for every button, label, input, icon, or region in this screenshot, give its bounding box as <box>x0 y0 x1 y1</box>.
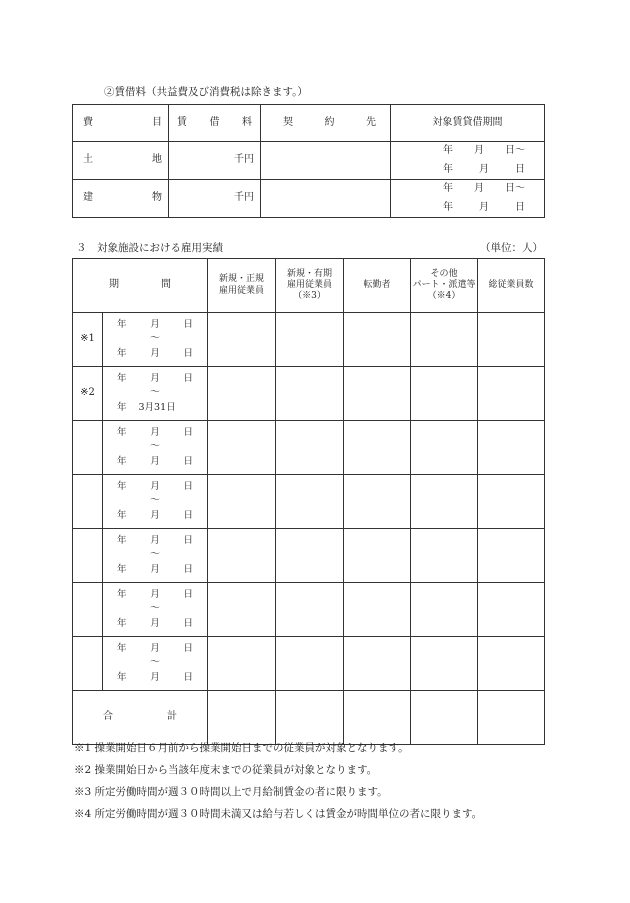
end-date-part: 年 <box>117 617 127 629</box>
header-other-line2: パート・派遣等 <box>412 279 476 290</box>
value-cell <box>411 313 478 367</box>
value-cell <box>208 313 276 367</box>
end-date-part: 年 <box>117 455 127 467</box>
month-label: 月 <box>479 201 489 213</box>
rent-header-contract-b: 約 <box>324 116 335 128</box>
note-4: ※4 所定労働時間が週３０時間未満又は給与若しくは賃金が時間単位の者に限ります。 <box>74 808 483 820</box>
period-tilde: 〜 <box>150 441 160 453</box>
rent-header-item-a: 費 <box>83 116 93 128</box>
end-date-part: 年 <box>117 347 127 359</box>
header-other-line3: （※4） <box>427 291 461 302</box>
end-date-part: 月 <box>150 455 160 467</box>
end-date-part: 月 <box>150 671 160 683</box>
end-date-part: 年 <box>117 401 127 413</box>
value-cell <box>478 367 545 421</box>
value-cell <box>411 529 478 583</box>
unit-note: （単位：人） <box>480 242 543 254</box>
value-cell <box>208 529 276 583</box>
period-tilde: 〜 <box>150 657 160 669</box>
month-label: 月 <box>479 163 489 175</box>
end-date-part: 年 <box>117 671 127 683</box>
employment-header-row <box>73 259 545 313</box>
end-date-part: 日 <box>183 455 193 467</box>
header-new-regular-line1: 新規・正規 <box>218 274 264 285</box>
value-cell <box>344 367 411 421</box>
year-label: 年 <box>443 145 453 156</box>
day-label: 日〜 <box>505 145 525 156</box>
value-cell <box>276 637 344 691</box>
value-cell <box>478 583 545 637</box>
start-day: 日 <box>183 589 193 601</box>
row-period <box>103 475 208 529</box>
period-tilde: 〜 <box>150 333 160 345</box>
total-cell <box>208 691 276 745</box>
rent-land-unit: 千円 <box>169 142 261 180</box>
value-cell <box>478 637 545 691</box>
row-mark: ※2 <box>73 367 103 421</box>
employment-row <box>73 367 545 421</box>
value-cell <box>276 313 344 367</box>
rent-land-contract <box>261 142 391 180</box>
end-date-part: 日 <box>183 617 193 629</box>
rent-building-period <box>391 180 545 218</box>
start-year: 年 <box>117 589 127 601</box>
employment-table <box>72 258 545 745</box>
start-year: 年 <box>117 373 127 385</box>
value-cell <box>276 367 344 421</box>
header-new-regular-line2: 雇用従業員 <box>218 285 264 296</box>
row-mark <box>73 583 103 637</box>
start-month: 月 <box>150 589 160 601</box>
row-period <box>103 421 208 475</box>
end-date-part: 年 <box>117 563 127 575</box>
value-cell <box>208 475 276 529</box>
header-total: 総従業員数 <box>478 259 545 313</box>
rent-building-item-a: 建 <box>83 192 93 204</box>
start-year: 年 <box>117 481 127 493</box>
value-cell <box>411 637 478 691</box>
start-day: 日 <box>183 373 193 385</box>
value-cell <box>276 529 344 583</box>
period-tilde: 〜 <box>150 495 160 507</box>
employment-total-row <box>73 691 545 745</box>
employment-row <box>73 637 545 691</box>
start-day: 日 <box>183 427 193 439</box>
header-transfer: 転勤者 <box>344 259 411 313</box>
rent-land-item-a: 土 <box>83 154 93 166</box>
period-tilde: 〜 <box>150 387 160 399</box>
month-label: 月 <box>474 145 484 156</box>
end-date-part: 日 <box>183 671 193 683</box>
value-cell <box>411 475 478 529</box>
value-cell <box>344 313 411 367</box>
employment-heading: ３ 対象施設における雇用実績 <box>76 242 223 254</box>
total-cell <box>411 691 478 745</box>
value-cell <box>411 583 478 637</box>
day-label: 日 <box>515 201 525 213</box>
value-cell <box>276 421 344 475</box>
rent-building-contract <box>261 180 391 218</box>
row-mark <box>73 421 103 475</box>
year-label: 年 <box>443 183 453 194</box>
end-date-part: 月 <box>150 617 160 629</box>
value-cell <box>478 421 545 475</box>
rent-header-contract-a: 契 <box>283 116 293 128</box>
rent-row-land <box>73 142 545 180</box>
rent-row-building <box>73 180 545 218</box>
start-month: 月 <box>150 643 160 655</box>
end-date-part: 3月31日 <box>138 401 176 413</box>
header-other <box>411 259 478 313</box>
rent-heading: ②賃借料（共益費及び消費税は除きます。） <box>104 86 308 98</box>
start-day: 日 <box>183 535 193 547</box>
end-date-part: 日 <box>183 347 193 359</box>
end-date-part: 日 <box>183 509 193 521</box>
start-year: 年 <box>117 427 127 439</box>
end-date-part: 日 <box>183 563 193 575</box>
header-other-line1: その他 <box>430 268 458 279</box>
total-cell <box>478 691 545 745</box>
day-label: 日〜 <box>505 183 525 194</box>
end-date-part: 月 <box>150 563 160 575</box>
rent-header-contract-c: 先 <box>366 116 376 128</box>
start-year: 年 <box>117 319 127 331</box>
start-month: 月 <box>150 481 160 493</box>
employment-row <box>73 421 545 475</box>
rent-header-rent-b: 借 <box>209 116 220 128</box>
rent-building-item-b: 物 <box>152 192 162 204</box>
employment-row <box>73 475 545 529</box>
value-cell <box>411 367 478 421</box>
value-cell <box>344 475 411 529</box>
employment-row <box>73 529 545 583</box>
month-label: 月 <box>474 183 484 194</box>
rent-header-row <box>73 105 545 142</box>
rent-table <box>72 104 545 218</box>
header-period-a: 期 <box>109 279 119 291</box>
note-3: ※3 所定労働時間が週３０時間以上で月給制賃金の者に限ります。 <box>74 786 388 798</box>
start-day: 日 <box>183 319 193 331</box>
value-cell <box>208 637 276 691</box>
row-period <box>103 367 208 421</box>
end-date-part: 月 <box>150 509 160 521</box>
period-tilde: 〜 <box>150 603 160 615</box>
start-year: 年 <box>117 535 127 547</box>
value-cell <box>276 583 344 637</box>
note-1: ※1 操業開始日６月前から操業開始日までの従業員が対象となります。 <box>74 742 409 754</box>
start-day: 日 <box>183 643 193 655</box>
employment-row <box>73 583 545 637</box>
row-mark <box>73 529 103 583</box>
value-cell <box>478 529 545 583</box>
row-mark <box>73 637 103 691</box>
start-month: 月 <box>150 319 160 331</box>
total-cell <box>344 691 411 745</box>
row-period <box>103 637 208 691</box>
header-new-fixed-line2: 雇用従業員 <box>286 279 332 290</box>
value-cell <box>478 313 545 367</box>
total-label-a: 合 <box>103 711 113 723</box>
day-label: 日 <box>515 163 525 175</box>
note-2: ※2 操業開始日から当該年度末までの従業員が対象となります。 <box>74 764 378 776</box>
header-new-fixed-line1: 新規・有期 <box>286 268 332 279</box>
row-period <box>103 313 208 367</box>
value-cell <box>411 421 478 475</box>
value-cell <box>344 421 411 475</box>
year-label: 年 <box>443 163 453 175</box>
value-cell <box>344 529 411 583</box>
header-period-b: 間 <box>161 279 171 291</box>
value-cell <box>478 475 545 529</box>
row-mark <box>73 475 103 529</box>
start-year: 年 <box>117 643 127 655</box>
end-date-part: 月 <box>150 347 160 359</box>
value-cell <box>208 421 276 475</box>
row-mark: ※1 <box>73 313 103 367</box>
rent-land-period <box>391 142 545 180</box>
header-new-fixed <box>276 259 344 313</box>
value-cell <box>344 583 411 637</box>
value-cell <box>208 367 276 421</box>
rent-land-item-b: 地 <box>152 154 162 166</box>
value-cell <box>276 475 344 529</box>
start-month: 月 <box>150 427 160 439</box>
employment-row <box>73 313 545 367</box>
total-label-b: 計 <box>167 711 177 723</box>
start-day: 日 <box>183 481 193 493</box>
year-label: 年 <box>443 201 453 213</box>
rent-header-period: 対象賃貸借期間 <box>391 105 545 142</box>
rent-header-rent-a: 賃 <box>177 116 187 128</box>
row-period <box>103 529 208 583</box>
row-period <box>103 583 208 637</box>
end-date-part: 年 <box>117 509 127 521</box>
start-month: 月 <box>150 535 160 547</box>
value-cell <box>208 583 276 637</box>
rent-header-rent-c: 料 <box>242 116 252 128</box>
total-cell <box>276 691 344 745</box>
rent-header-item-b: 目 <box>152 116 162 128</box>
period-tilde: 〜 <box>150 549 160 561</box>
header-new-regular <box>208 259 276 313</box>
rent-building-unit: 千円 <box>169 180 261 218</box>
header-new-fixed-line3: （※3） <box>293 291 326 302</box>
start-month: 月 <box>150 373 160 385</box>
value-cell <box>344 637 411 691</box>
